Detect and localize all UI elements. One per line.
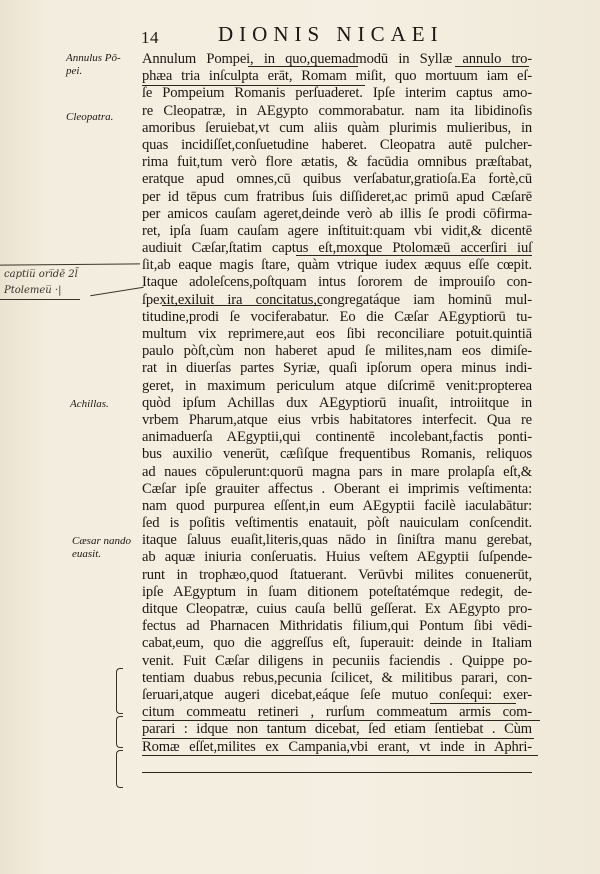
- handwritten-note-1: captiu̅ ori̅dē 2l̄: [4, 269, 78, 280]
- text-line: itaque ſaluus euaſit,literis,quas nādo in ſiniſtra manu gerebat,: [142, 532, 532, 549]
- side-note-achillas: Achillas.: [70, 398, 109, 410]
- text-line: parari : idque non tantum dicebat, ſed etiam ſentiebat . Cùm: [142, 721, 532, 738]
- text-line: Itaque adoleſcens,poſtquam intus ſororem de improuiſo con-: [142, 274, 532, 291]
- margin-bracket: [116, 668, 123, 714]
- text-line: ſed is poſitis veſtimentis enatauit, pòſt nauiculam conſcendit.: [142, 515, 532, 532]
- handwritten-note-2: Ptolemeu̅ ·|: [4, 285, 62, 296]
- text-line: ret, ipſa ſuam cauſam agere inſtituit:quam vbi vidit,& dicentē: [142, 222, 532, 239]
- text-line: ab aquæ iniuria conſeruatis. Huius veſtem AEgyptii ſuſpende-: [142, 549, 532, 566]
- page-number: 14: [141, 28, 159, 47]
- text-line: quòd ipſum Achillas dux AEgyptiorū inuaſit, introiitque in: [142, 394, 532, 411]
- side-note-caesar-nando: Cæsar nando euasit.: [72, 535, 131, 560]
- text-line: titudine,prodi ſe vociferabatur. Eo die Cæſar AEgyptiorū tu-: [142, 308, 532, 325]
- text-line: Romæ eſſet,milites ex Campania,vbi erant, vt inde in Aphri-: [142, 738, 532, 755]
- text-line: per amicos cauſam ageret,deinde verò ab illis ſe prodi cōfirma-: [142, 205, 532, 222]
- side-note-cleopatra: Cleopatra.: [66, 111, 114, 123]
- text-line: rat in diuerſas partes Syriæ, quaſi ipſorum opera minus indi-: [142, 360, 532, 377]
- text-line: Annulum Pompei, in quo,quemadmodū in Syllæ annulo tro-: [142, 51, 532, 67]
- text-line: per id tēpus cum fratribus ſuis diſſideret,ac primū apud Cæſarē: [142, 188, 532, 205]
- text-line: audiuit Cæſar,ſtatim captus eſt,moxque Ptolomæū accerſiri iuſ: [142, 240, 532, 257]
- underline-mark: [142, 772, 532, 773]
- text-line: ipſe AEgyptum in ſuam ditionem poteſtatémque redegit, de-: [142, 583, 532, 600]
- text-line: animaduerſa AEgyptii,qui continentē incolebant,factis ponti-: [142, 429, 532, 446]
- text-line: re Cleopatræ, in AEgypto commorabatur. nam ita libidinoſis: [142, 102, 532, 119]
- text-line: nam quod purpurea eſſent,in eum AEgyptii facilè iaculabātur:: [142, 497, 532, 514]
- margin-bracket: [116, 750, 123, 788]
- text-line: ſit,ab eaque magis ſtare, quàm vtrique iudex æquus eſſe cœpit.: [142, 257, 532, 274]
- text-line: ditque Cleopatræ, cuius cauſa bellū geſſerat. Ex AEgypto pro-: [142, 601, 532, 617]
- text-line: rima fuit,tum verò flore ætatis, & facūdia omnibus præſtabat,: [142, 154, 532, 171]
- side-note-annulus: Annulus Pō- pei.: [66, 52, 121, 77]
- text-line: multum vix reprimere,aut eos ſibi reconciliare potuit.quintiā: [142, 326, 532, 342]
- text-line: paulo pòſt,cùm non haberet apud ſe milites,nam eos dimiſe-: [142, 343, 532, 360]
- text-line: citum commeatu retineri , rurſum commeatum armis com-: [142, 704, 532, 721]
- text-line: tentiam duabus rebus,pecunia ſcilicet, & militibus parari, con-: [142, 669, 532, 686]
- text-line: Cæſar ipſe grauiter affectus . Oberant ei imprimis veſtimenta:: [142, 480, 532, 497]
- margin-bracket: [116, 716, 123, 748]
- main-text-block: [142, 51, 532, 756]
- text-line: amoribus ſeruiebat,vt cum aliis quàm plurimis mulieribus, in: [142, 119, 532, 136]
- text-line: vrbem Pharum,atque eius vrbis habitatores interfecit. Qua re: [142, 411, 532, 428]
- text-line: venit. Fuit Cæſar diligens in pecuniis faciendis . Quippe po-: [142, 652, 532, 669]
- text-line: bus auxilio venerūt, cæſiſque frequentibus Romanis, reliquos: [142, 446, 532, 463]
- running-head: DIONIS NICAEI: [218, 22, 444, 46]
- text-line: fectus ad Pharnacen Mithridatis filium,qui Pontum ſibi vēdi-: [142, 618, 532, 635]
- text-line: quas incidiſſet,conſuetudine haberet. Cleopatra autē pulcher-: [142, 136, 532, 153]
- text-line: geret, in maximum periculum atque diſcrimē venit:propterea: [142, 377, 532, 394]
- text-line: phæa tria inſculpta erāt, Romam miſit, quo mortuum iam eſ-: [142, 68, 532, 85]
- handwritten-rule-bottom: [0, 299, 80, 300]
- text-line: cabat,eum, quo die aggreſſus eſt, ſuperauit: deinde in Italiam: [142, 635, 532, 652]
- text-line: ad naues cōpulerunt:quorū magna pars in mare prolapſa eſt,&: [142, 463, 532, 480]
- text-line: runt in trophæo,quod ſtatuerant. Verūvbi milites conuenerūt,: [142, 566, 532, 583]
- text-line: ſe Pompeium Romanis perſuaderet. Ipſe interim captus amo-: [142, 85, 532, 102]
- text-line: ſeruari,atque augeri dicebat,eáque ſeſe mutuo conſequi: exer-: [142, 686, 532, 703]
- text-line: eratque apud omnes,cū quibus verſabatur,gratioſa.Ea fortè,cū: [142, 171, 532, 188]
- text-line: ſpexit,exiluit ira concitatus,congregatáque iam hominū mul-: [142, 291, 532, 308]
